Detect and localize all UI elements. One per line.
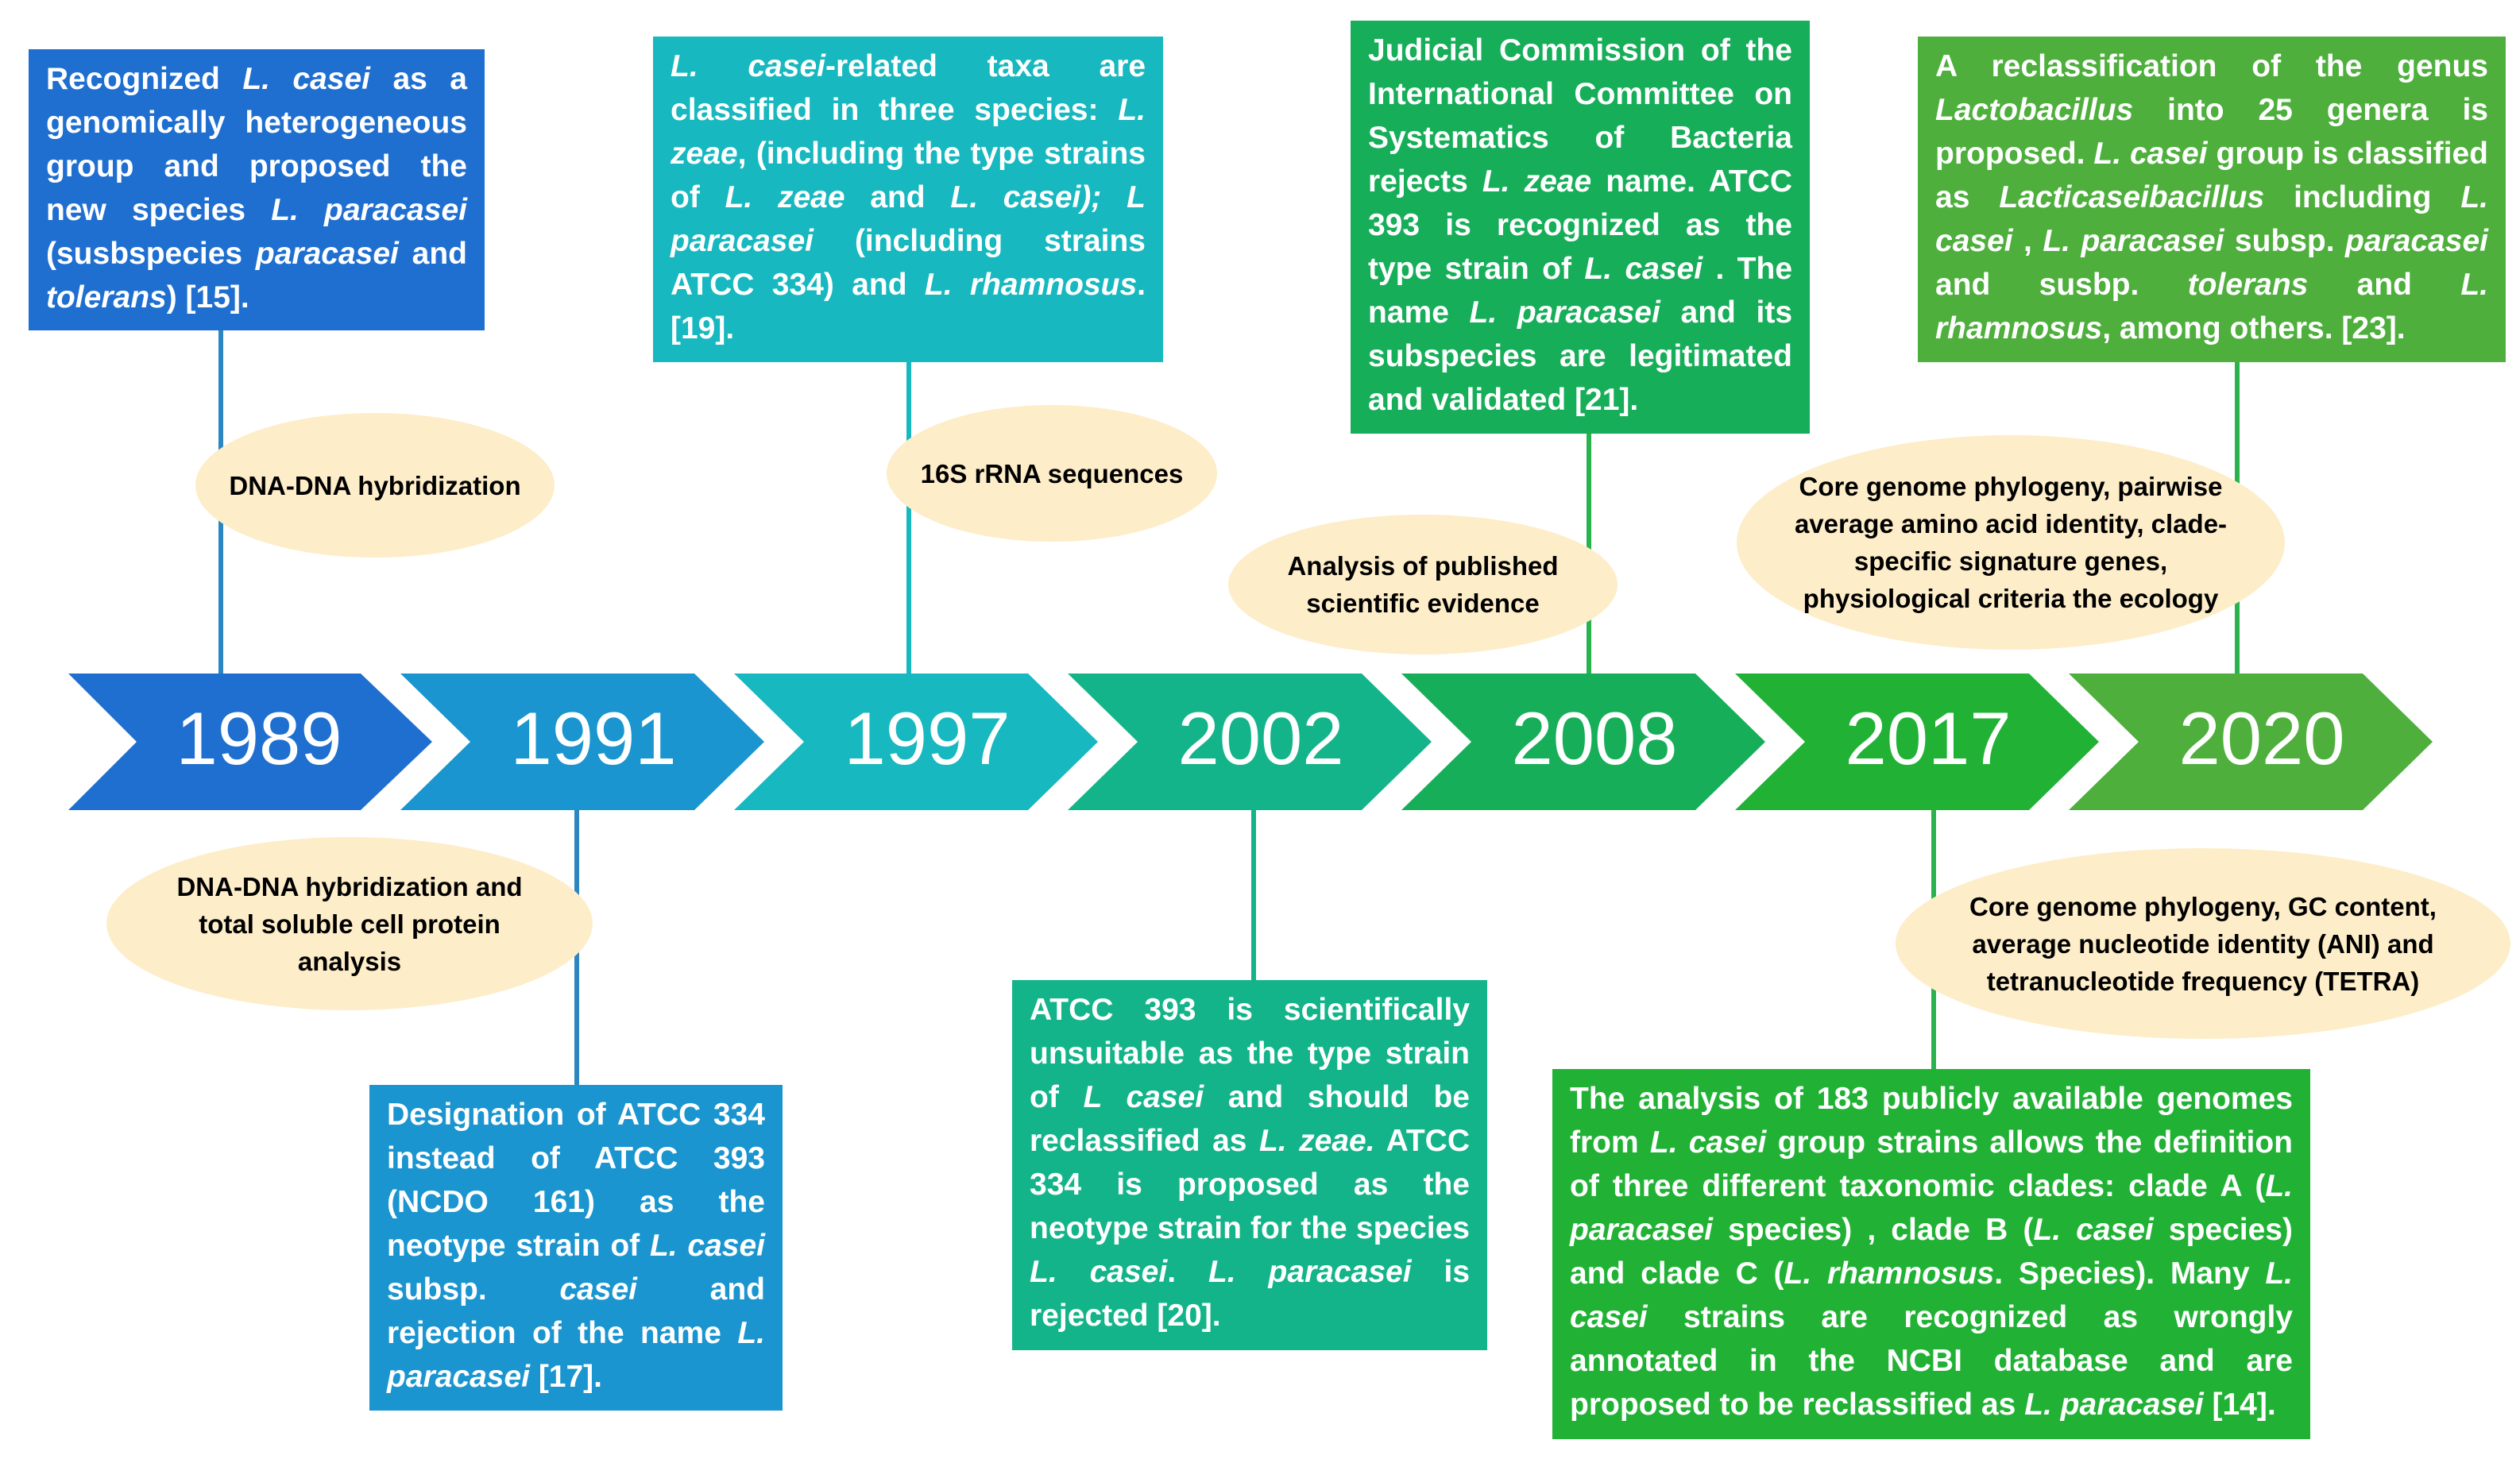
italic-term: L. paracasei xyxy=(1208,1255,1412,1289)
event-box-2008 xyxy=(1351,21,1810,434)
event-box-1989 xyxy=(29,49,485,330)
text-run: group is classified as xyxy=(1935,137,2488,214)
italic-term: L. zeae xyxy=(725,180,845,214)
text-run: . [19]. xyxy=(671,268,1146,345)
event-box-2020 xyxy=(1918,37,2506,362)
text-run: . xyxy=(1167,1255,1208,1289)
italic-term: L. paracasei xyxy=(271,193,467,227)
italic-term: paracasei xyxy=(255,237,399,271)
italic-term: L. casei xyxy=(2033,1213,2154,1247)
event-text-2008 xyxy=(1368,29,1792,422)
year-label-1991: 1991 xyxy=(510,697,677,780)
text-run: . Species). Many xyxy=(1994,1256,2266,1291)
text-run: ATCC 393 is scientifically unsuitable as the type strain of xyxy=(1030,993,1470,1114)
text-run: [14]. xyxy=(2203,1388,2276,1422)
italic-term: tolerans xyxy=(46,280,167,315)
text-run: group strains allows the definition of three different taxonomic clades: clade A ( xyxy=(1570,1125,2294,1203)
method-label-2020: Core genome phylogeny, pairwise average amino acid identity, clade-specific signature genes, physiological criteria the ecology xyxy=(1794,472,2228,613)
italic-term: L. paracasei xyxy=(2024,1388,2204,1422)
method-label-1997: 16S rRNA sequences xyxy=(920,458,1184,488)
text-run: (susbspecies xyxy=(46,237,256,271)
italic-term: L paracasei xyxy=(671,180,1146,258)
italic-term: Lacticaseibacillus xyxy=(1999,180,2265,214)
text-run: ATCC 334 is proposed as the neotype strain for the species xyxy=(1030,1124,1471,1245)
text-run: The analysis of 183 publicly available genomes from xyxy=(1570,1082,2293,1160)
italic-term: L. rhamnosus xyxy=(924,268,1138,302)
italic-term: L. casei xyxy=(242,62,371,96)
text-run: subsp. xyxy=(2224,224,2346,258)
text-run: [17]. xyxy=(529,1360,603,1394)
italic-term: L. rhamnosus xyxy=(1935,268,2488,345)
year-label-2020: 2020 xyxy=(2178,697,2345,780)
event-text-1997 xyxy=(671,44,1146,350)
event-text-1991 xyxy=(387,1093,765,1399)
event-text-2002 xyxy=(1030,988,1470,1337)
year-label-1989: 1989 xyxy=(176,697,342,780)
text-run: strains are recognized as wrongly annotated in the NCBI database and are proposed to be reclassified as xyxy=(1570,1300,2293,1422)
text-run: species) , clade B ( xyxy=(1712,1213,2034,1247)
event-box-2017 xyxy=(1552,1069,2310,1439)
method-label-2017: Core genome phylogeny, GC content, average nucleotide identity (ANI) and tetranucleotide frequency (TETRA) xyxy=(1969,891,2437,996)
method-label-2002: Analysis of published scientific evidence xyxy=(1287,551,1559,618)
text-run: Judicial Commission of the International Committee on Systematics of Bacteria rejects xyxy=(1368,33,1792,199)
text-run: including xyxy=(2264,180,2461,214)
italic-term: L. casei xyxy=(1649,1125,1767,1160)
text-run: and should be reclassified as xyxy=(1030,1080,1470,1158)
italic-term: L. zeae xyxy=(671,93,1146,171)
text-run xyxy=(1101,180,1127,214)
text-run: , among others. [23]. xyxy=(2102,311,2406,345)
text-run: Recognized xyxy=(46,62,243,96)
text-run: , xyxy=(2012,224,2043,258)
text-run: and xyxy=(845,180,951,214)
italic-term: L. zeae xyxy=(1482,164,1592,199)
italic-term: L casei xyxy=(1083,1080,1204,1114)
text-run: ) [15]. xyxy=(166,280,249,315)
italic-term: paracasei xyxy=(2345,224,2489,258)
italic-term: L. paracasei xyxy=(1469,295,1660,330)
text-run: species) and clade C ( xyxy=(1570,1213,2293,1291)
text-run: as a genomically heterogeneous group and proposed the new species xyxy=(46,62,467,227)
event-box-1991 xyxy=(369,1085,783,1411)
italic-term: L. rhamnosus xyxy=(1784,1256,1995,1291)
italic-term: L. casei xyxy=(1584,252,1703,286)
text-run: and xyxy=(2308,268,2461,302)
italic-term: L. casei); xyxy=(950,180,1102,214)
text-run: -related taxa are classified in three species: xyxy=(671,49,1146,127)
event-text-2017 xyxy=(1570,1077,2293,1426)
text-run: Designation of ATCC 334 instead of ATCC 393 (NCDO 161) as the neotype strain of xyxy=(387,1098,765,1263)
text-run: A reclassification of the genus xyxy=(1935,49,2488,83)
text-run: , (including the type strains of xyxy=(671,137,1146,214)
text-run: and xyxy=(398,237,467,271)
text-run: (including strains ATCC 334) and xyxy=(671,224,1146,302)
text-run: into 25 genera is proposed. xyxy=(1935,93,2488,171)
italic-term: L. casei xyxy=(1935,180,2488,258)
italic-term: L. paracasei xyxy=(2043,224,2224,258)
event-box-1997 xyxy=(653,37,1163,362)
italic-term: L. casei xyxy=(1570,1256,2293,1334)
italic-term: L. casei xyxy=(2093,137,2208,171)
italic-term: casei xyxy=(559,1272,637,1307)
year-label-2008: 2008 xyxy=(1511,697,1678,780)
text-run: and susbp. xyxy=(1935,268,2188,302)
year-label-2017: 2017 xyxy=(1845,697,2012,780)
event-box-2002 xyxy=(1012,980,1487,1350)
year-label-2002: 2002 xyxy=(1177,697,1344,780)
event-text-1989 xyxy=(46,57,467,319)
italic-term: L. casei xyxy=(671,49,826,83)
italic-term: L. casei xyxy=(1030,1255,1168,1289)
text-run: and rejection of the name xyxy=(387,1272,765,1350)
italic-term: L. zeae. xyxy=(1258,1124,1375,1158)
event-text-2020 xyxy=(1935,44,2488,350)
year-label-1997: 1997 xyxy=(844,697,1011,780)
italic-term: tolerans xyxy=(2187,268,2309,302)
text-run: name. ATCC 393 is recognized as the type strain of xyxy=(1368,164,1792,286)
text-run: is rejected [20]. xyxy=(1030,1255,1471,1333)
italic-term: L. casei xyxy=(649,1229,766,1263)
text-run: and its subspecies are legitimated and validated [21]. xyxy=(1368,295,1793,417)
method-label-1989: DNA-DNA hybridization xyxy=(229,470,521,500)
text-run: . The name xyxy=(1368,252,1793,330)
italic-term: L. paracasei xyxy=(1570,1169,2293,1247)
italic-term: L. paracasei xyxy=(387,1316,765,1394)
italic-term: Lactobacillus xyxy=(1935,93,2134,127)
method-label-1991: DNA-DNA hybridization and total soluble cell protein analysis xyxy=(176,871,523,976)
text-run: subsp. xyxy=(387,1272,560,1307)
